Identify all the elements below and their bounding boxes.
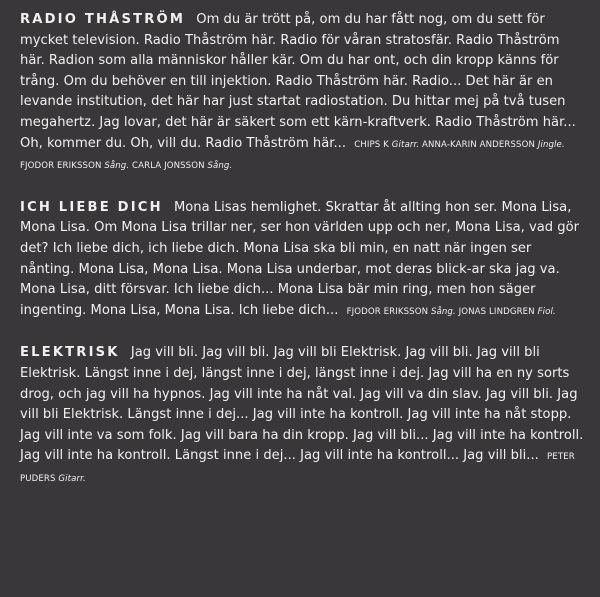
credit-role: Gitarr. [391, 139, 420, 150]
song-credits [347, 307, 556, 317]
lyrics-page [20, 10, 586, 489]
song-elektrisk [20, 343, 586, 489]
credit-name: CARLA JONSSON [132, 161, 205, 172]
credit-name: CHIPS K [354, 139, 389, 150]
credit-name: PETER PUDERS [20, 452, 575, 484]
credit-role: Sång. [430, 306, 456, 317]
song-lyrics: Mona Lisas hemlighet. Skrattar åt allting hon ser. Mona Lisa, Mona Lisa. Om Mona Lisa trillar ner, ser hon världen upp och ner, Mona Lisa, vad gör det? Ich liebe dich, ich liebe dich. Mona Lisa ska bli min, en natt när ingen ser nånting. Mona Lisa, Mona Lisa. Mona Lisa underbar, mot deras blick-ar ska jag va. Mona Lisa, ditt försvar. Ich liebe dich... Mona Lisa bär min ring, men hon säger ingenting. Mona Lisa, Mona Lisa. Ich liebe dich... [20, 199, 580, 318]
credit-role: Gitarr. [58, 473, 86, 484]
credit-name: JONAS LINDGREN [458, 306, 535, 317]
credit-name: FJODOR ERIKSSON [346, 306, 429, 317]
song-title: RADIO THÅSTRÖM [20, 12, 186, 27]
song-radio-thastrom [20, 10, 586, 177]
credit-role: Sång. [104, 161, 130, 172]
credit-role: Fiol. [537, 306, 556, 317]
song-ich-liebe-dich [20, 198, 586, 323]
credit-name: FJODOR ERIKSSON [20, 161, 102, 172]
song-lyrics: Jag vill bli. Jag vill bli. Jag vill bli Elektrisk. Jag vill bli. Jag vill bli Elektrisk. Längst inne i dej, längst inne i dej, längst inne i dej. Jag vill ha en ny sorts drog, och jag vill ha hypnos. Jag vill inte ha nåt val. Jag vill va din slav. Jag vill bli. Jag vill bli Elektrisk. Längst inne i dej... Jag vill inte ha kontroll. Jag vill inte ha nåt stopp. Jag vill inte va som folk. Jag vill bara ha din kropp. Jag vill bli... Jag vill inte ha kontroll. Jag vill inte ha kontroll. Längst inne i dej... Jag vill inte ha kontroll... Jag vill bli... [20, 345, 584, 464]
song-title: ELEKTRISK [20, 345, 120, 361]
credit-name: ANNA-KARIN ANDERSSON [422, 139, 535, 150]
song-title: ICH LIEBE DICH [20, 199, 163, 215]
song-lyrics: Om du är trött på, om du har fått nog, om du sett för mycket television. Radio Thåström här. Radio för våran stratosfär. Radio Thåström här. Radion som alla människor håller kär. Om du har ont, och din kropp känns för trång. Om du behöver en till injektion. Radio Thåström här. Radio... Det här är en levande institution, det här har just startat radiostation. Du hittar mej på två tusen megahertz. Jag lovar, det här är säkert som ett kärn-kraftverk. Radio Thåström här... Oh, kommer du. Oh, vill du. Radio Thåström här... [20, 12, 576, 151]
credit-role: Sång. [207, 161, 233, 172]
credit-role: Jingle. [537, 139, 565, 150]
